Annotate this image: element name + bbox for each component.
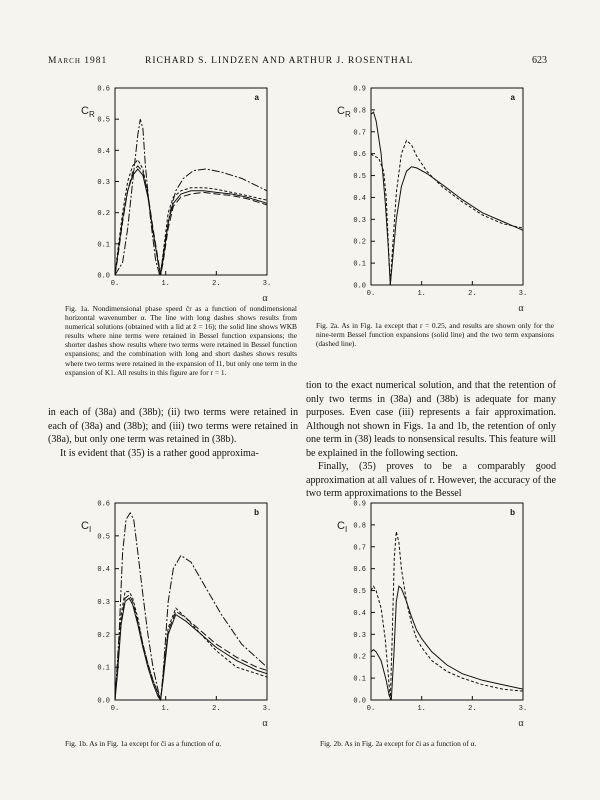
figure-2a — [316, 80, 556, 315]
series-line-solid — [371, 586, 523, 700]
x-tick-label: 3. — [518, 290, 528, 298]
y-tick-label: 0.4 — [353, 609, 366, 618]
x-axis-label: α — [518, 303, 524, 314]
caption-fig-2b: Fig. 2b. As in Fig. 2a except for ĉi as a function of α. — [320, 739, 477, 748]
series-line-shortdash — [371, 141, 523, 286]
y-tick-label: 0.0 — [353, 282, 366, 291]
series-line-longdash — [115, 166, 267, 275]
plot-frame — [115, 503, 267, 700]
figure-2b — [316, 495, 556, 730]
y-tick-label: 0.0 — [353, 697, 366, 706]
running-header-date: March 1981 — [48, 56, 108, 66]
y-tick-label: 0.7 — [353, 129, 366, 138]
body-text-right — [306, 379, 556, 501]
y-tick-label: 0.2 — [353, 653, 366, 662]
y-tick-label: 0.4 — [97, 147, 110, 156]
y-tick-label: 0.2 — [97, 210, 110, 219]
running-header-authors: RICHARD S. LINDZEN AND ARTHUR J. ROSENTHAL — [145, 56, 414, 66]
series-line-solid — [371, 112, 523, 285]
series-line-shortdash — [115, 160, 267, 275]
y-tick-label: 0.1 — [97, 664, 110, 673]
y-tick-label: 0.9 — [353, 85, 366, 94]
x-tick-label: 1. — [161, 280, 170, 288]
y-tick-label: 0.2 — [97, 631, 110, 640]
y-tick-label: 0.2 — [353, 238, 366, 247]
series-line-solid — [115, 598, 267, 700]
x-tick-label: 1. — [417, 290, 426, 298]
y-tick-label: 0.7 — [353, 544, 366, 553]
y-tick-label: 0.3 — [97, 599, 110, 607]
y-tick-label: 0.6 — [353, 566, 366, 575]
plot-frame — [371, 503, 523, 700]
y-tick-label: 0.4 — [353, 194, 366, 203]
x-tick-label: 0. — [110, 705, 120, 713]
y-tick-label: 0.5 — [97, 533, 110, 542]
y-tick-label: 0.1 — [353, 260, 366, 269]
y-tick-label: 0.3 — [97, 179, 110, 187]
figure-2a-plot — [316, 80, 556, 315]
y-tick-label: 0.5 — [353, 173, 366, 182]
panel-label: b — [254, 508, 259, 517]
y-tick-label: 0.1 — [353, 675, 366, 684]
x-tick-label: 0. — [366, 290, 376, 298]
y-tick-label: 0.4 — [97, 566, 110, 575]
y-tick-label: 0.0 — [97, 697, 110, 706]
page-number: 623 — [532, 55, 547, 66]
panel-label: b — [510, 508, 515, 517]
y-axis-label-subscript: R — [344, 110, 351, 119]
series-line-longdash — [115, 595, 267, 700]
y-axis-label: $C_I$ — [337, 520, 348, 534]
y-axis-label: $C_I$ — [81, 520, 92, 534]
x-tick-label: 2. — [212, 280, 221, 288]
figure-1b — [60, 495, 300, 730]
x-tick-label: 0. — [366, 705, 376, 713]
y-tick-label: 0.5 — [97, 116, 110, 125]
figure-2b-plot — [316, 495, 556, 730]
figure-1b-plot — [60, 495, 300, 730]
x-tick-label: 3. — [262, 705, 272, 713]
y-axis-label-subscript: I — [88, 525, 92, 534]
y-axis-label-subscript: I — [344, 525, 348, 534]
series-line-shortdash — [371, 532, 523, 701]
caption-fig-1a: Fig. 1a. Nondimensional phase speed ĉr as a function of nondimensional horizontal wavenumber α. The line with long dashes shows results from numerical solutions (obtained with a lid at ž = 16); the solid line shows WKB results where nine terms were retained in Bessel function expansions; the shorter dashes show results where two terms were retained in Bessel function expansions; and the combination with long and short dashes shows results where two terms were retained in the expansion of I1, but only one term in the expansion of K1. All results in this figure are for r = 1. — [65, 304, 297, 377]
body-paragraph-right: tion to the exact numerical solution, and that the retention of only two terms in (38a) and (38b) is adequate for many purposes. Even case (iii) represents a fair approximation. Although not shown in Figs. 1a and 1b, the retention of only one term in (38) leads to nonsensical results. This feature will be explained in the following section. — [306, 380, 556, 459]
caption-fig-1b: Fig. 1b. As in Fig. 1a except for ĉi as a function of α. — [65, 739, 222, 748]
x-axis-label: α — [518, 718, 524, 729]
body-paragraph-left-2: It is evident that (35) is a rather good approxima- — [60, 447, 259, 459]
x-tick-label: 2. — [468, 290, 477, 298]
panel-label: a — [254, 93, 259, 102]
y-axis-label-subscript: R — [88, 110, 95, 119]
figure-1a-plot — [60, 80, 300, 305]
x-tick-label: 0. — [110, 280, 120, 288]
y-tick-label: 0.0 — [97, 272, 110, 281]
x-tick-label: 2. — [468, 705, 477, 713]
y-tick-label: 0.8 — [353, 107, 366, 116]
x-tick-label: 3. — [262, 280, 272, 288]
y-tick-label: 0.6 — [353, 151, 366, 160]
body-paragraph-left: in each of (38a) and (38b); (ii) two terms were retained in each of (38a) and (38b); and (iii) two terms were retained in (38a), but only one term was retained in (38b). — [48, 407, 298, 445]
x-axis-label: α — [262, 718, 268, 729]
y-tick-label: 0.5 — [353, 588, 366, 597]
x-tick-label: 3. — [518, 705, 528, 713]
body-text-left — [48, 406, 298, 460]
plot-frame — [371, 88, 523, 285]
x-axis-label: α — [262, 293, 268, 304]
y-tick-label: 0.6 — [97, 500, 110, 509]
y-axis-label: $C_R$ — [81, 105, 95, 119]
caption-fig-2a: Fig. 2a. As in Fig. 1a except that r = 0.25, and results are shown only for the nine-term Bessel function expansions (solid line) and the two term expansions (dashed line). — [316, 321, 554, 349]
y-tick-label: 0.1 — [97, 241, 110, 250]
y-axis-label: $C_R$ — [337, 105, 351, 119]
y-tick-label: 0.3 — [353, 631, 366, 640]
figure-1a — [60, 80, 300, 305]
body-paragraph-right-2: Finally, (35) proves to be a comparably good approximation at all values of r. However, the accuracy of the two term approximations to the Bessel — [306, 461, 556, 499]
x-tick-label: 1. — [417, 705, 426, 713]
y-tick-label: 0.9 — [353, 500, 366, 509]
series-line-dashdot — [115, 513, 267, 700]
series-line-solid — [115, 169, 267, 275]
x-tick-label: 1. — [161, 705, 170, 713]
y-tick-label: 0.3 — [353, 216, 366, 225]
y-tick-label: 0.8 — [353, 522, 366, 531]
plot-frame — [115, 88, 267, 275]
x-tick-label: 2. — [212, 705, 221, 713]
y-tick-label: 0.6 — [97, 85, 110, 94]
panel-label: a — [510, 93, 515, 102]
